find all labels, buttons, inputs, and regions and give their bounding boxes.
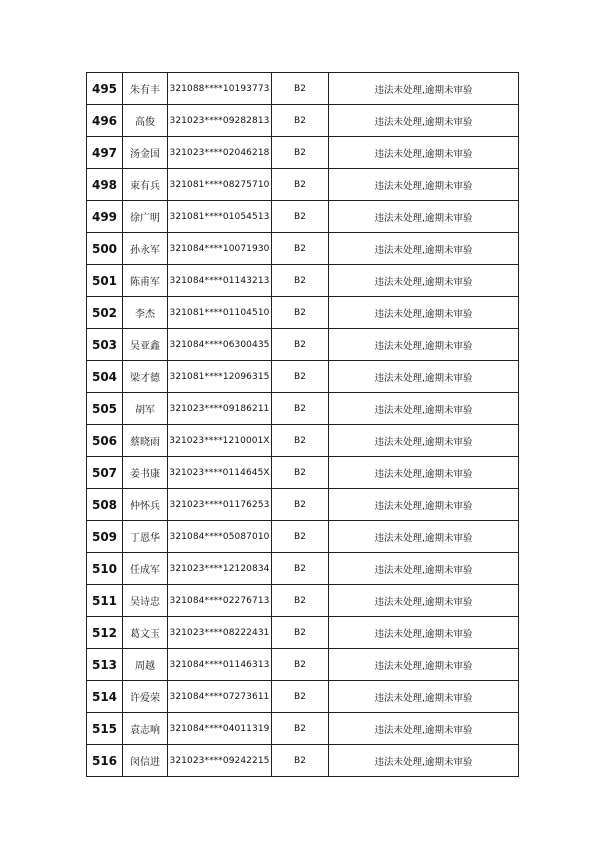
row-number-cell: 510 [87,553,123,585]
license-class-cell: B2 [272,361,329,393]
id-number-cell: 321081****01054513 [168,201,272,233]
row-number-cell: 504 [87,361,123,393]
row-number-cell: 513 [87,649,123,681]
license-status-cell: 违法未处理,逾期未审验 [329,713,519,745]
license-status-cell: 违法未处理,逾期未审验 [329,489,519,521]
row-number-cell: 515 [87,713,123,745]
id-number-cell: 321023****0114645X [168,457,272,489]
license-class-cell: B2 [272,617,329,649]
id-number-cell: 321084****05087010 [168,521,272,553]
table-row [87,553,519,585]
driver-name-cell: 梁才德 [123,361,168,393]
driver-name-cell: 任成军 [123,553,168,585]
table-row [87,137,519,169]
table-row [87,73,519,105]
row-number-cell: 506 [87,425,123,457]
license-class-cell: B2 [272,489,329,521]
license-status-cell: 违法未处理,逾期未审验 [329,73,519,105]
driver-name-cell: 高俊 [123,105,168,137]
table-row [87,617,519,649]
row-number-cell: 512 [87,617,123,649]
id-number-cell: 321084****01143213 [168,265,272,297]
table-row [87,713,519,745]
license-status-cell: 违法未处理,逾期未审验 [329,681,519,713]
license-class-cell: B2 [272,233,329,265]
table-row [87,233,519,265]
row-number-cell: 514 [87,681,123,713]
table-row [87,425,519,457]
license-class-cell: B2 [272,73,329,105]
row-number-cell: 503 [87,329,123,361]
row-number-cell: 499 [87,201,123,233]
license-class-cell: B2 [272,681,329,713]
driver-name-cell: 孙永军 [123,233,168,265]
driver-name-cell: 束有兵 [123,169,168,201]
id-number-cell: 321084****06300435 [168,329,272,361]
id-number-cell: 321081****12096315 [168,361,272,393]
table-row [87,393,519,425]
table-row [87,585,519,617]
table-body [87,73,519,777]
driver-name-cell: 胡军 [123,393,168,425]
table-row [87,265,519,297]
driver-name-cell: 徐广明 [123,201,168,233]
driver-name-cell: 周越 [123,649,168,681]
license-status-cell: 违法未处理,逾期未审验 [329,105,519,137]
row-number-cell: 500 [87,233,123,265]
row-number-cell: 496 [87,105,123,137]
row-number-cell: 508 [87,489,123,521]
license-status-cell: 违法未处理,逾期未审验 [329,297,519,329]
driver-name-cell: 许爱荣 [123,681,168,713]
table-row [87,169,519,201]
table-row [87,745,519,777]
license-class-cell: B2 [272,265,329,297]
license-status-cell: 违法未处理,逾期未审验 [329,553,519,585]
id-number-cell: 321088****10193773 [168,73,272,105]
license-status-cell: 违法未处理,逾期未审验 [329,169,519,201]
row-number-cell: 495 [87,73,123,105]
table-row [87,489,519,521]
license-class-cell: B2 [272,329,329,361]
driver-name-cell: 朱有丰 [123,73,168,105]
license-status-cell: 违法未处理,逾期未审验 [329,361,519,393]
license-status-cell: 违法未处理,逾期未审验 [329,329,519,361]
license-class-cell: B2 [272,201,329,233]
id-number-cell: 321023****12120834 [168,553,272,585]
driver-name-cell: 吴亚鑫 [123,329,168,361]
license-class-cell: B2 [272,297,329,329]
row-number-cell: 505 [87,393,123,425]
id-number-cell: 321023****09186211 [168,393,272,425]
license-status-cell: 违法未处理,逾期未审验 [329,201,519,233]
driver-name-cell: 仲怀兵 [123,489,168,521]
license-status-cell: 违法未处理,逾期未审验 [329,233,519,265]
row-number-cell: 501 [87,265,123,297]
row-number-cell: 511 [87,585,123,617]
driver-name-cell: 蔡晓雨 [123,425,168,457]
license-class-cell: B2 [272,137,329,169]
id-number-cell: 321023****02046218 [168,137,272,169]
row-number-cell: 516 [87,745,123,777]
license-class-cell: B2 [272,105,329,137]
driver-name-cell: 陈甫军 [123,265,168,297]
id-number-cell: 321081****01104510 [168,297,272,329]
table-row [87,361,519,393]
driver-name-cell: 袁志响 [123,713,168,745]
row-number-cell: 507 [87,457,123,489]
driver-name-cell: 吴诗忠 [123,585,168,617]
row-number-cell: 497 [87,137,123,169]
id-number-cell: 321023****01176253 [168,489,272,521]
license-class-cell: B2 [272,393,329,425]
license-class-cell: B2 [272,713,329,745]
driver-name-cell: 丁恩华 [123,521,168,553]
id-number-cell: 321084****04011319 [168,713,272,745]
id-number-cell: 321084****02276713 [168,585,272,617]
table-row [87,329,519,361]
license-status-cell: 违法未处理,逾期未审验 [329,521,519,553]
license-status-cell: 违法未处理,逾期未审验 [329,617,519,649]
license-status-cell: 违法未处理,逾期未审验 [329,457,519,489]
license-class-cell: B2 [272,169,329,201]
license-table [86,72,519,777]
license-class-cell: B2 [272,457,329,489]
license-class-cell: B2 [272,649,329,681]
license-class-cell: B2 [272,745,329,777]
id-number-cell: 321023****1210001X [168,425,272,457]
license-class-cell: B2 [272,585,329,617]
id-number-cell: 321084****07273611 [168,681,272,713]
license-status-cell: 违法未处理,逾期未审验 [329,425,519,457]
driver-name-cell: 李杰 [123,297,168,329]
license-status-cell: 违法未处理,逾期未审验 [329,745,519,777]
id-number-cell: 321084****01146313 [168,649,272,681]
license-status-cell: 违法未处理,逾期未审验 [329,265,519,297]
table-row [87,105,519,137]
license-status-cell: 违法未处理,逾期未审验 [329,137,519,169]
id-number-cell: 321081****08275710 [168,169,272,201]
driver-name-cell: 闵信进 [123,745,168,777]
driver-name-cell: 葛文玉 [123,617,168,649]
license-status-cell: 违法未处理,逾期未审验 [329,585,519,617]
id-number-cell: 321023****09282813 [168,105,272,137]
id-number-cell: 321084****10071930 [168,233,272,265]
row-number-cell: 498 [87,169,123,201]
table-row [87,681,519,713]
id-number-cell: 321023****09242215 [168,745,272,777]
table-row [87,649,519,681]
id-number-cell: 321023****08222431 [168,617,272,649]
table-row [87,457,519,489]
license-class-cell: B2 [272,553,329,585]
driver-name-cell: 汤金国 [123,137,168,169]
license-class-cell: B2 [272,521,329,553]
license-class-cell: B2 [272,425,329,457]
row-number-cell: 502 [87,297,123,329]
table-row [87,201,519,233]
license-status-cell: 违法未处理,逾期未审验 [329,649,519,681]
driver-name-cell: 姜书康 [123,457,168,489]
table-row [87,521,519,553]
row-number-cell: 509 [87,521,123,553]
license-status-cell: 违法未处理,逾期未审验 [329,393,519,425]
table-row [87,297,519,329]
